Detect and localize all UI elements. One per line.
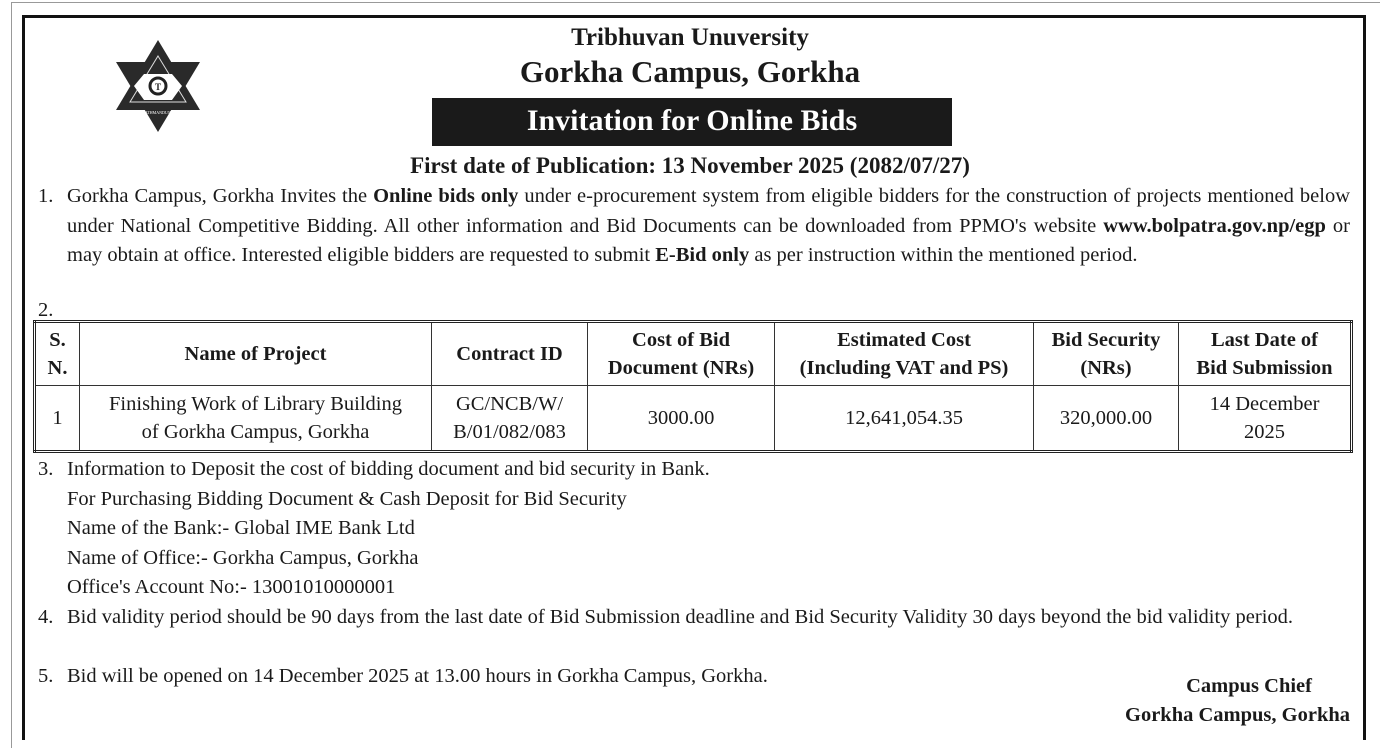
svg-text:KATHMANDU: KATHMANDU	[142, 110, 168, 115]
website-link[interactable]: www.bolpatra.gov.np/egp	[1103, 214, 1326, 237]
col-contract: Contract ID	[432, 322, 588, 386]
table-header-row	[35, 322, 1352, 386]
clause-number: 2.	[38, 299, 54, 321]
cell-project: Finishing Work of Library Building of Gorkha Campus, Gorkha	[80, 386, 432, 452]
cell-security: 320,000.00	[1034, 386, 1179, 452]
cell-cost: 3000.00	[588, 386, 775, 452]
col-estimated: Estimated Cost (Including VAT and PS)	[775, 322, 1034, 386]
col-security: Bid Security (NRs)	[1034, 322, 1179, 386]
text: Information to Deposit the cost of bidding document and bid security in Bank.	[67, 458, 710, 480]
campus-name: Gorkha Campus, Gorkha	[519, 54, 861, 89]
logo-mark: T	[154, 82, 162, 92]
col-sn: S. N.	[35, 322, 80, 386]
clause-5	[38, 662, 1350, 692]
publication-date: First date of Publication: 13 November 2025 (2082/07/27)	[410, 153, 970, 178]
text: or may obtain at office. Interested eligible bidders are requested to submit	[67, 214, 1350, 266]
cell-sn: 1	[35, 386, 80, 452]
clause-number: 5.	[38, 665, 54, 687]
svg-text:NEPAL: NEPAL	[168, 110, 181, 115]
university-name: Tribhuvan Unuversity	[571, 24, 809, 51]
text: For Purchasing Bidding Document & Cash Deposit for Bid Security	[67, 487, 627, 510]
table-row	[35, 386, 1352, 452]
signature-office: Gorkha Campus, Gorkha	[1125, 704, 1350, 726]
text: Bid will be opened on 14 December 2025 at 13.00 hours in Gorkha Campus, Gorkha.	[67, 665, 768, 687]
clause-number: 4.	[38, 606, 54, 628]
bank-name: Name of the Bank:- Global IME Bank Ltd	[67, 517, 415, 539]
text: Gorkha Campus, Gorkha Invites the	[67, 185, 374, 207]
clause-1	[38, 182, 1350, 271]
col-project: Name of Project	[80, 322, 432, 386]
signature-title: Campus Chief	[1186, 675, 1312, 697]
emphasis: E-Bid only	[655, 244, 750, 266]
cell-last-date: 14 December 2025	[1179, 386, 1352, 452]
col-cost: Cost of Bid Document (NRs)	[588, 322, 775, 386]
text: as per instruction within the mentioned period.	[749, 244, 1138, 266]
clause-4	[38, 603, 1350, 633]
text: under e-procurement system from eligible bidders for the construction of projects mentioned below under National Competitive Bidding. All other information and Bid Documents can be downloaded from PPMO's website	[67, 185, 1350, 237]
office-name: Name of Office:- Gorkha Campus, Gorkha	[67, 546, 419, 569]
emphasis: Online bids only	[373, 185, 519, 207]
account-number: Office's Account No:- 13001010000001	[67, 576, 396, 598]
clause-3	[38, 455, 1350, 603]
clause-number: 3.	[38, 458, 54, 480]
notice-title-banner: Invitation for Online Bids	[432, 98, 952, 146]
cell-contract: GC/NCB/W/ B/01/082/083	[432, 386, 588, 452]
bid-table	[33, 320, 1353, 453]
col-last-date: Last Date of Bid Submission	[1179, 322, 1352, 386]
cell-estimated: 12,641,054.35	[775, 386, 1034, 452]
text: Bid validity period should be 90 days from the last date of Bid Submission deadline and Bid Security Validity 30 days beyond the bid validity period.	[67, 606, 1294, 628]
clause-number: 1.	[38, 185, 54, 207]
